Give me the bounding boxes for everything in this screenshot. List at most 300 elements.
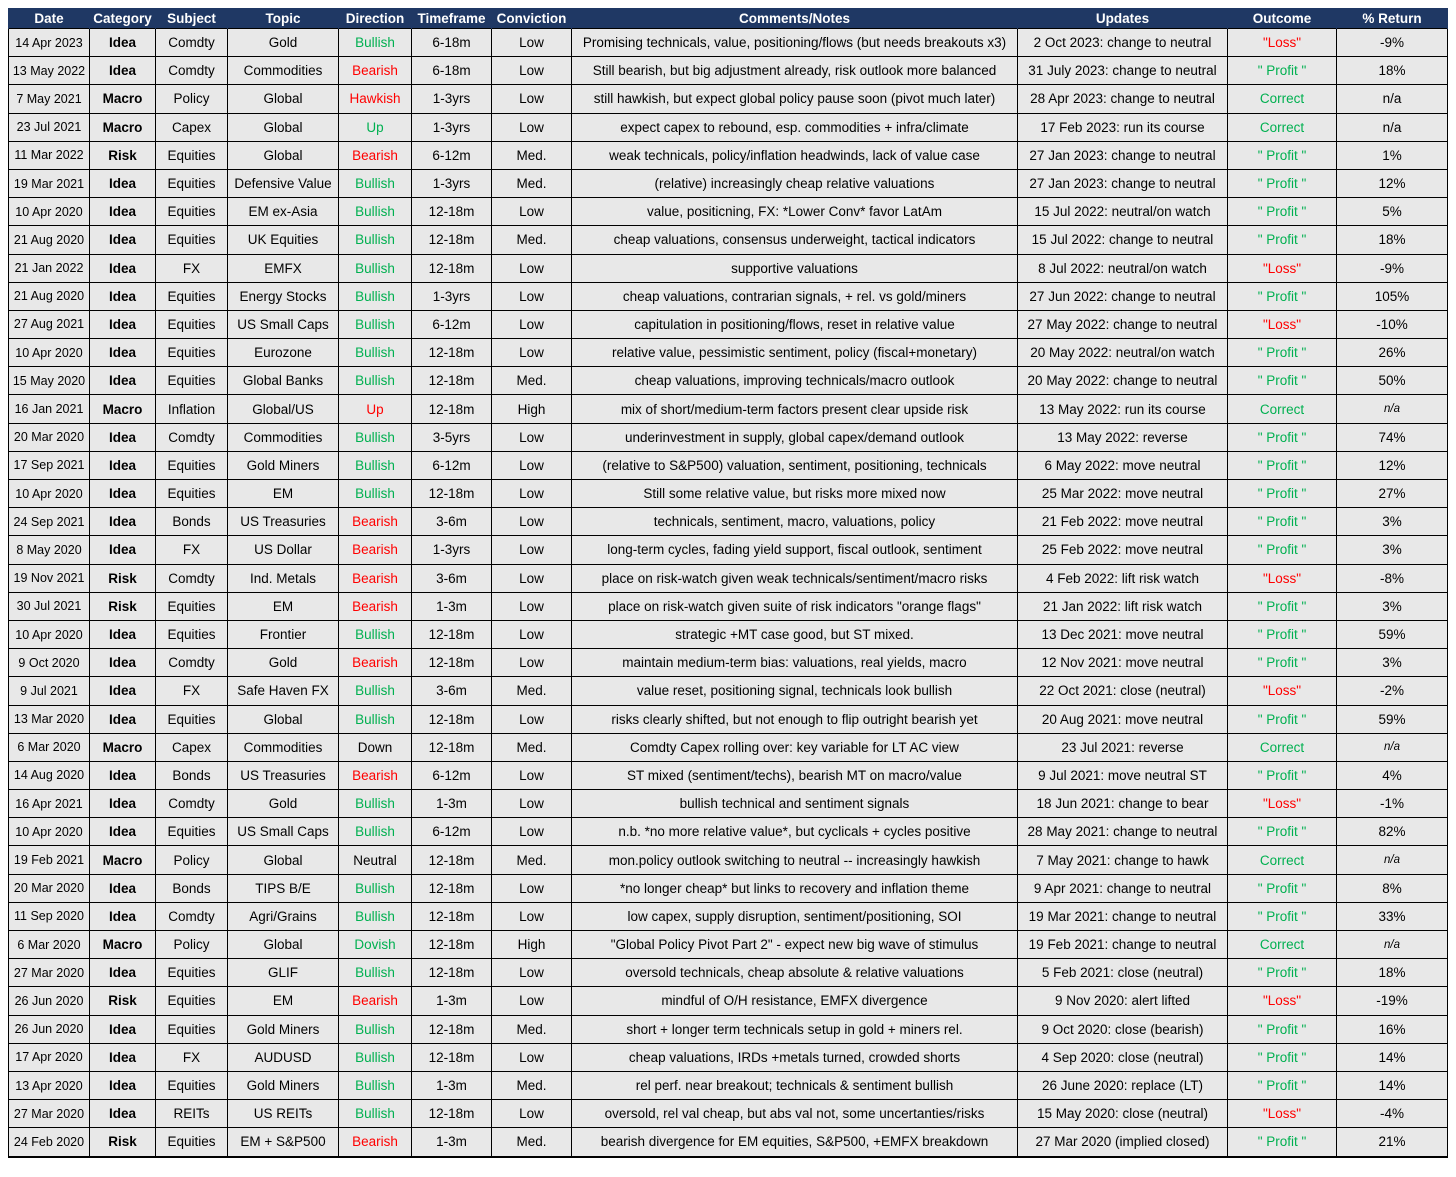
table-row (9, 226, 1448, 254)
subject-cell: Equities (156, 451, 228, 479)
direction-cell: Bullish (339, 705, 412, 733)
conviction-cell: Low (492, 85, 572, 113)
comments-cell: rel perf. near breakout; technicals & sentiment bullish (572, 1071, 1018, 1099)
date-cell: 6 Mar 2020 (9, 733, 90, 761)
subject-cell: Bonds (156, 761, 228, 789)
timeframe-cell: 6-12m (412, 451, 492, 479)
return-cell: n/a (1337, 395, 1448, 423)
conviction-cell: Low (492, 1043, 572, 1071)
direction-cell: Bullish (339, 1015, 412, 1043)
table-row (9, 846, 1448, 874)
subject-cell: FX (156, 536, 228, 564)
topic-cell: Global (228, 85, 339, 113)
conviction-cell: Low (492, 705, 572, 733)
conviction-cell: Low (492, 902, 572, 930)
topic-cell: US Dollar (228, 536, 339, 564)
comments-cell: (relative to S&P500) valuation, sentiment, positioning, technicals (572, 451, 1018, 479)
subject-cell: Equities (156, 367, 228, 395)
timeframe-cell: 12-18m (412, 620, 492, 648)
table-row (9, 1071, 1448, 1099)
category-cell: Idea (90, 282, 156, 310)
timeframe-cell: 12-18m (412, 480, 492, 508)
timeframe-cell: 1-3yrs (412, 85, 492, 113)
subject-cell: FX (156, 254, 228, 282)
comments-cell: technicals, sentiment, macro, valuations, policy (572, 508, 1018, 536)
timeframe-cell: 1-3m (412, 987, 492, 1015)
date-cell: 10 Apr 2020 (9, 818, 90, 846)
return-cell: -1% (1337, 790, 1448, 818)
updates-cell: 13 May 2022: reverse (1018, 423, 1228, 451)
outcome-cell: " Profit " (1228, 508, 1337, 536)
subject-cell: FX (156, 1043, 228, 1071)
topic-cell: EMFX (228, 254, 339, 282)
comments-cell: bearish divergence for EM equities, S&P500, +EMFX breakdown (572, 1128, 1018, 1157)
direction-cell: Bullish (339, 818, 412, 846)
col-header-direction: Direction (339, 8, 412, 29)
timeframe-cell: 3-5yrs (412, 423, 492, 451)
return-cell: 27% (1337, 480, 1448, 508)
date-cell: 27 Aug 2021 (9, 310, 90, 338)
comments-cell: cheap valuations, consensus underweight, tactical indicators (572, 226, 1018, 254)
comments-cell: relative value, pessimistic sentiment, policy (fiscal+monetary) (572, 339, 1018, 367)
conviction-cell: Low (492, 508, 572, 536)
conviction-cell: Med. (492, 733, 572, 761)
updates-cell: 21 Feb 2022: move neutral (1018, 508, 1228, 536)
subject-cell: Equities (156, 282, 228, 310)
topic-cell: Global (228, 113, 339, 141)
date-cell: 6 Mar 2020 (9, 931, 90, 959)
subject-cell: Equities (156, 169, 228, 197)
comments-cell: mindful of O/H resistance, EMFX divergence (572, 987, 1018, 1015)
updates-cell: 27 Jan 2023: change to neutral (1018, 141, 1228, 169)
category-cell: Idea (90, 480, 156, 508)
date-cell: 9 Oct 2020 (9, 649, 90, 677)
updates-cell: 21 Jan 2022: lift risk watch (1018, 592, 1228, 620)
subject-cell: Capex (156, 733, 228, 761)
conviction-cell: Med. (492, 367, 572, 395)
conviction-cell: Med. (492, 169, 572, 197)
return-cell: 59% (1337, 705, 1448, 733)
comments-cell: cheap valuations, contrarian signals, + rel. vs gold/miners (572, 282, 1018, 310)
updates-cell: 23 Jul 2021: reverse (1018, 733, 1228, 761)
date-cell: 20 Mar 2020 (9, 874, 90, 902)
topic-cell: Agri/Grains (228, 902, 339, 930)
updates-cell: 15 May 2020: close (neutral) (1018, 1100, 1228, 1128)
direction-cell: Bearish (339, 987, 412, 1015)
outcome-cell: Correct (1228, 395, 1337, 423)
timeframe-cell: 1-3yrs (412, 282, 492, 310)
subject-cell: REITs (156, 1100, 228, 1128)
subject-cell: Equities (156, 480, 228, 508)
date-cell: 14 Aug 2020 (9, 761, 90, 789)
direction-cell: Hawkish (339, 85, 412, 113)
outcome-cell: "Loss" (1228, 310, 1337, 338)
updates-cell: 5 Feb 2021: close (neutral) (1018, 959, 1228, 987)
conviction-cell: Med. (492, 1015, 572, 1043)
return-cell: 21% (1337, 1128, 1448, 1157)
return-cell: 3% (1337, 536, 1448, 564)
topic-cell: US Treasuries (228, 508, 339, 536)
topic-cell: Global (228, 846, 339, 874)
timeframe-cell: 3-6m (412, 564, 492, 592)
subject-cell: Equities (156, 1071, 228, 1099)
direction-cell: Bullish (339, 226, 412, 254)
direction-cell: Down (339, 733, 412, 761)
comments-cell: Still some relative value, but risks more mixed now (572, 480, 1018, 508)
category-cell: Risk (90, 141, 156, 169)
updates-cell: 31 July 2023: change to neutral (1018, 57, 1228, 85)
updates-cell: 27 Jan 2023: change to neutral (1018, 169, 1228, 197)
topic-cell: Gold (228, 649, 339, 677)
conviction-cell: Med. (492, 1128, 572, 1157)
comments-cell: oversold, rel val cheap, but abs val not, some uncertanties/risks (572, 1100, 1018, 1128)
topic-cell: US Small Caps (228, 310, 339, 338)
category-cell: Idea (90, 536, 156, 564)
table-row (9, 1128, 1448, 1157)
comments-cell: Comdty Capex rolling over: key variable for LT AC view (572, 733, 1018, 761)
table-row (9, 85, 1448, 113)
topic-cell: Gold (228, 790, 339, 818)
comments-cell: cheap valuations, IRDs +metals turned, crowded shorts (572, 1043, 1018, 1071)
direction-cell: Bullish (339, 677, 412, 705)
table-row (9, 113, 1448, 141)
return-cell: n/a (1337, 733, 1448, 761)
timeframe-cell: 1-3yrs (412, 113, 492, 141)
conviction-cell: Low (492, 818, 572, 846)
direction-cell: Bullish (339, 282, 412, 310)
comments-cell: strategic +MT case good, but ST mixed. (572, 620, 1018, 648)
updates-cell: 13 May 2022: run its course (1018, 395, 1228, 423)
date-cell: 23 Jul 2021 (9, 113, 90, 141)
outcome-cell: " Profit " (1228, 620, 1337, 648)
updates-cell: 19 Mar 2021: change to neutral (1018, 902, 1228, 930)
topic-cell: Frontier (228, 620, 339, 648)
updates-cell: 22 Oct 2021: close (neutral) (1018, 677, 1228, 705)
topic-cell: Defensive Value (228, 169, 339, 197)
return-cell: 105% (1337, 282, 1448, 310)
timeframe-cell: 12-18m (412, 902, 492, 930)
table-row (9, 874, 1448, 902)
direction-cell: Bearish (339, 564, 412, 592)
category-cell: Macro (90, 85, 156, 113)
conviction-cell: Med. (492, 677, 572, 705)
subject-cell: Equities (156, 1015, 228, 1043)
topic-cell: EM ex-Asia (228, 198, 339, 226)
table-row (9, 254, 1448, 282)
date-cell: 30 Jul 2021 (9, 592, 90, 620)
category-cell: Macro (90, 931, 156, 959)
outcome-cell: "Loss" (1228, 1100, 1337, 1128)
category-cell: Idea (90, 1043, 156, 1071)
outcome-cell: Correct (1228, 733, 1337, 761)
category-cell: Idea (90, 367, 156, 395)
outcome-cell: "Loss" (1228, 254, 1337, 282)
return-cell: 26% (1337, 339, 1448, 367)
return-cell: n/a (1337, 931, 1448, 959)
date-cell: 10 Apr 2020 (9, 339, 90, 367)
comments-cell: cheap valuations, improving technicals/macro outlook (572, 367, 1018, 395)
category-cell: Idea (90, 29, 156, 57)
return-cell: -2% (1337, 677, 1448, 705)
topic-cell: US Treasuries (228, 761, 339, 789)
direction-cell: Bearish (339, 141, 412, 169)
comments-cell: short + longer term technicals setup in gold + miners rel. (572, 1015, 1018, 1043)
direction-cell: Bullish (339, 29, 412, 57)
category-cell: Macro (90, 113, 156, 141)
table-row (9, 564, 1448, 592)
comments-cell: ST mixed (sentiment/techs), bearish MT on macro/value (572, 761, 1018, 789)
topic-cell: EM (228, 480, 339, 508)
conviction-cell: Low (492, 480, 572, 508)
outcome-cell: " Profit " (1228, 959, 1337, 987)
table-row (9, 959, 1448, 987)
direction-cell: Bullish (339, 367, 412, 395)
subject-cell: Bonds (156, 508, 228, 536)
category-cell: Risk (90, 1128, 156, 1157)
timeframe-cell: 6-12m (412, 761, 492, 789)
outcome-cell: " Profit " (1228, 480, 1337, 508)
timeframe-cell: 12-18m (412, 226, 492, 254)
table-row (9, 423, 1448, 451)
category-cell: Risk (90, 592, 156, 620)
subject-cell: Comdty (156, 57, 228, 85)
col-header-updates: Updates (1018, 8, 1228, 29)
conviction-cell: Low (492, 790, 572, 818)
topic-cell: Gold Miners (228, 1071, 339, 1099)
date-cell: 13 May 2022 (9, 57, 90, 85)
return-cell: 50% (1337, 367, 1448, 395)
return-cell: 33% (1337, 902, 1448, 930)
direction-cell: Bullish (339, 1100, 412, 1128)
date-cell: 19 Nov 2021 (9, 564, 90, 592)
comments-cell: value, positicning, FX: *Lower Conv* favor LatAm (572, 198, 1018, 226)
ideas-table (8, 8, 1448, 1158)
category-cell: Idea (90, 508, 156, 536)
direction-cell: Bullish (339, 959, 412, 987)
direction-cell: Bullish (339, 310, 412, 338)
return-cell: 14% (1337, 1071, 1448, 1099)
conviction-cell: Low (492, 113, 572, 141)
updates-cell: 6 May 2022: move neutral (1018, 451, 1228, 479)
table-row (9, 733, 1448, 761)
subject-cell: Equities (156, 705, 228, 733)
timeframe-cell: 12-18m (412, 339, 492, 367)
subject-cell: Comdty (156, 790, 228, 818)
comments-cell: "Global Policy Pivot Part 2" - expect new big wave of stimulus (572, 931, 1018, 959)
date-cell: 9 Jul 2021 (9, 677, 90, 705)
subject-cell: Equities (156, 141, 228, 169)
table-row (9, 339, 1448, 367)
subject-cell: Comdty (156, 902, 228, 930)
return-cell: 12% (1337, 169, 1448, 197)
outcome-cell: Correct (1228, 931, 1337, 959)
category-cell: Risk (90, 987, 156, 1015)
category-cell: Idea (90, 874, 156, 902)
updates-cell: 2 Oct 2023: change to neutral (1018, 29, 1228, 57)
conviction-cell: Low (492, 592, 572, 620)
timeframe-cell: 1-3m (412, 1071, 492, 1099)
category-cell: Idea (90, 254, 156, 282)
updates-cell: 15 Jul 2022: neutral/on watch (1018, 198, 1228, 226)
topic-cell: Gold Miners (228, 1015, 339, 1043)
updates-cell: 19 Feb 2021: change to neutral (1018, 931, 1228, 959)
updates-cell: 27 May 2022: change to neutral (1018, 310, 1228, 338)
category-cell: Idea (90, 423, 156, 451)
direction-cell: Bullish (339, 790, 412, 818)
timeframe-cell: 12-18m (412, 959, 492, 987)
col-header-return: % Return (1337, 8, 1448, 29)
category-cell: Idea (90, 761, 156, 789)
date-cell: 19 Feb 2021 (9, 846, 90, 874)
outcome-cell: " Profit " (1228, 536, 1337, 564)
outcome-cell: " Profit " (1228, 169, 1337, 197)
return-cell: 18% (1337, 959, 1448, 987)
updates-cell: 8 Jul 2022: neutral/on watch (1018, 254, 1228, 282)
outcome-cell: " Profit " (1228, 902, 1337, 930)
topic-cell: Safe Haven FX (228, 677, 339, 705)
category-cell: Idea (90, 705, 156, 733)
timeframe-cell: 1-3yrs (412, 169, 492, 197)
date-cell: 10 Apr 2020 (9, 620, 90, 648)
date-cell: 17 Sep 2021 (9, 451, 90, 479)
table-row (9, 931, 1448, 959)
category-cell: Macro (90, 395, 156, 423)
direction-cell: Bullish (339, 874, 412, 902)
col-header-timeframe: Timeframe (412, 8, 492, 29)
topic-cell: Commodities (228, 423, 339, 451)
subject-cell: Equities (156, 226, 228, 254)
direction-cell: Bearish (339, 649, 412, 677)
col-header-comments: Comments/Notes (572, 8, 1018, 29)
subject-cell: Equities (156, 592, 228, 620)
date-cell: 21 Jan 2022 (9, 254, 90, 282)
date-cell: 16 Apr 2021 (9, 790, 90, 818)
outcome-cell: " Profit " (1228, 874, 1337, 902)
table-row (9, 1015, 1448, 1043)
comments-cell: value reset, positioning signal, technicals look bullish (572, 677, 1018, 705)
category-cell: Idea (90, 1071, 156, 1099)
conviction-cell: Low (492, 874, 572, 902)
table-row (9, 198, 1448, 226)
comments-cell: low capex, supply disruption, sentiment/positioning, SOI (572, 902, 1018, 930)
direction-cell: Bullish (339, 480, 412, 508)
category-cell: Idea (90, 198, 156, 226)
date-cell: 24 Sep 2021 (9, 508, 90, 536)
timeframe-cell: 3-6m (412, 508, 492, 536)
category-cell: Idea (90, 451, 156, 479)
outcome-cell: " Profit " (1228, 226, 1337, 254)
timeframe-cell: 1-3m (412, 1128, 492, 1157)
category-cell: Macro (90, 846, 156, 874)
subject-cell: Equities (156, 1128, 228, 1157)
table-row (9, 1043, 1448, 1071)
category-cell: Idea (90, 620, 156, 648)
subject-cell: Equities (156, 818, 228, 846)
outcome-cell: " Profit " (1228, 761, 1337, 789)
topic-cell: Gold Miners (228, 451, 339, 479)
col-header-conviction: Conviction (492, 8, 572, 29)
updates-cell: 9 Jul 2021: move neutral ST (1018, 761, 1228, 789)
outcome-cell: "Loss" (1228, 987, 1337, 1015)
table-row (9, 310, 1448, 338)
date-cell: 26 Jun 2020 (9, 987, 90, 1015)
conviction-cell: Med. (492, 846, 572, 874)
return-cell: n/a (1337, 85, 1448, 113)
direction-cell: Bullish (339, 451, 412, 479)
category-cell: Idea (90, 169, 156, 197)
subject-cell: Comdty (156, 423, 228, 451)
conviction-cell: Low (492, 959, 572, 987)
comments-cell: expect capex to rebound, esp. commodities + infra/climate (572, 113, 1018, 141)
outcome-cell: " Profit " (1228, 282, 1337, 310)
subject-cell: FX (156, 677, 228, 705)
col-header-category: Category (90, 8, 156, 29)
date-cell: 21 Aug 2020 (9, 282, 90, 310)
topic-cell: TIPS B/E (228, 874, 339, 902)
subject-cell: Capex (156, 113, 228, 141)
col-header-date: Date (9, 8, 90, 29)
topic-cell: AUDUSD (228, 1043, 339, 1071)
timeframe-cell: 6-12m (412, 818, 492, 846)
topic-cell: Gold (228, 29, 339, 57)
subject-cell: Equities (156, 987, 228, 1015)
direction-cell: Bearish (339, 508, 412, 536)
return-cell: 12% (1337, 451, 1448, 479)
category-cell: Idea (90, 649, 156, 677)
direction-cell: Bullish (339, 1071, 412, 1099)
conviction-cell: Low (492, 536, 572, 564)
return-cell: -9% (1337, 254, 1448, 282)
category-cell: Idea (90, 902, 156, 930)
date-cell: 20 Mar 2020 (9, 423, 90, 451)
direction-cell: Up (339, 113, 412, 141)
updates-cell: 20 Aug 2021: move neutral (1018, 705, 1228, 733)
date-cell: 16 Jan 2021 (9, 395, 90, 423)
direction-cell: Neutral (339, 846, 412, 874)
updates-cell: 25 Mar 2022: move neutral (1018, 480, 1228, 508)
conviction-cell: Low (492, 451, 572, 479)
outcome-cell: " Profit " (1228, 57, 1337, 85)
date-cell: 10 Apr 2020 (9, 198, 90, 226)
table-row (9, 57, 1448, 85)
updates-cell: 15 Jul 2022: change to neutral (1018, 226, 1228, 254)
date-cell: 13 Mar 2020 (9, 705, 90, 733)
date-cell: 13 Apr 2020 (9, 1071, 90, 1099)
updates-cell: 27 Mar 2020 (implied closed) (1018, 1128, 1228, 1157)
topic-cell: Eurozone (228, 339, 339, 367)
category-cell: Idea (90, 57, 156, 85)
return-cell: 16% (1337, 1015, 1448, 1043)
direction-cell: Bearish (339, 1128, 412, 1157)
updates-cell: 9 Nov 2020: alert lifted (1018, 987, 1228, 1015)
category-cell: Idea (90, 226, 156, 254)
timeframe-cell: 6-18m (412, 29, 492, 57)
conviction-cell: Med. (492, 141, 572, 169)
timeframe-cell: 12-18m (412, 198, 492, 226)
return-cell: -8% (1337, 564, 1448, 592)
timeframe-cell: 12-18m (412, 846, 492, 874)
outcome-cell: " Profit " (1228, 1128, 1337, 1157)
outcome-cell: " Profit " (1228, 141, 1337, 169)
timeframe-cell: 12-18m (412, 931, 492, 959)
subject-cell: Policy (156, 931, 228, 959)
table-row (9, 536, 1448, 564)
date-cell: 10 Apr 2020 (9, 480, 90, 508)
updates-cell: 9 Oct 2020: close (bearish) (1018, 1015, 1228, 1043)
subject-cell: Policy (156, 846, 228, 874)
direction-cell: Bearish (339, 57, 412, 85)
date-cell: 7 May 2021 (9, 85, 90, 113)
